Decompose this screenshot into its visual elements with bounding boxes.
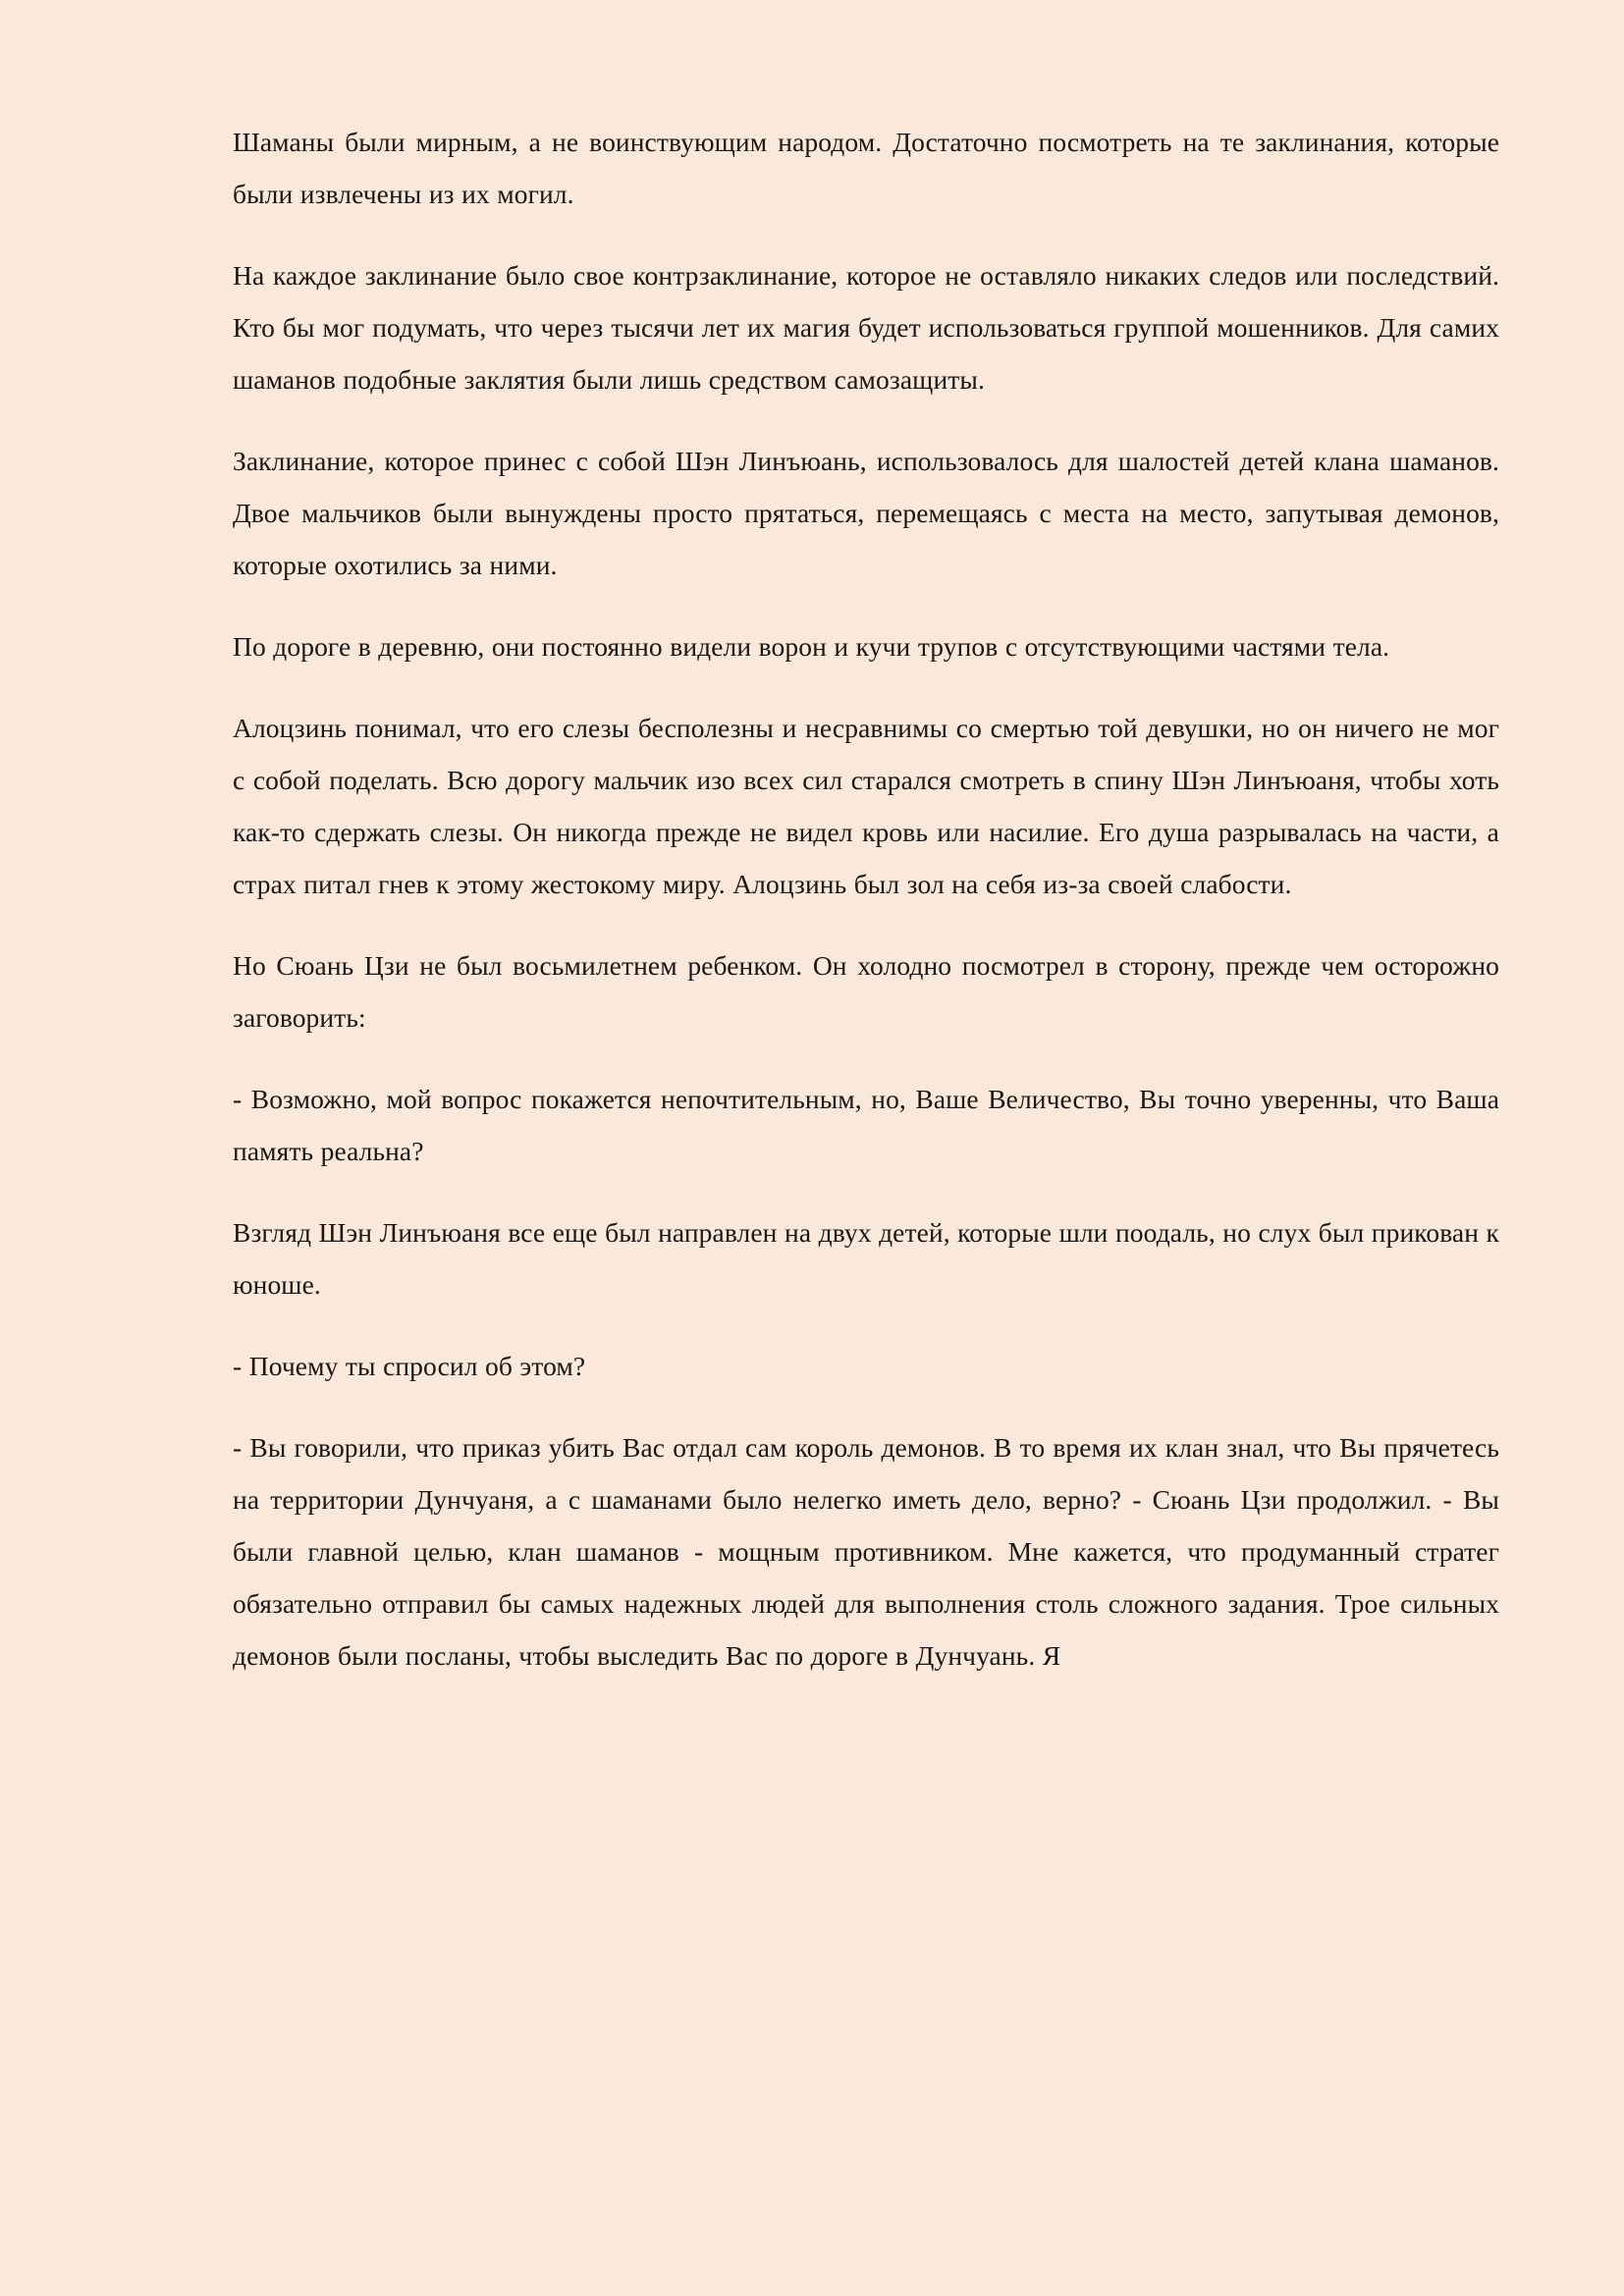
paragraph: Заклинание, которое принес с собой Шэн Линъюань, использовалось для шалостей детей клана шаманов. Двое мальчиков были вынуждены просто прятаться, перемещаясь с места на место, запутывая демонов, которые охотились за ними. [233, 446, 1499, 580]
paragraph: - Возможно, мой вопрос покажется непочтительным, но, Ваше Величество, Вы точно уверенны, что Ваша память реальна? [233, 1084, 1499, 1166]
paragraph: По дороге в деревню, они постоянно видели ворон и кучи трупов с отсутствующими частями тела. [233, 631, 1390, 662]
document-body [233, 116, 1499, 1682]
paragraph: Алоцзинь понимал, что его слезы бесполезны и несравнимы со смертью той девушки, но он ничего не мог с собой поделать. Всю дорогу мальчик изо всех сил старался смотреть в спину Шэн Линъюаня, чтобы хоть как-то сдержать слезы. Он никогда прежде не видел кровь или насилие. Его душа разрывалась на части, а страх питал гнев к этому жестокому миру. Алоцзинь был зол на себя из-за своей слабости. [233, 713, 1499, 899]
paragraph: Взгляд Шэн Линъюаня все еще был направлен на двух детей, которые шли поодаль, но слух был прикован к юноше. [233, 1217, 1499, 1300]
paragraph: Шаманы были мирным, а не воинствующим народом. Достаточно посмотреть на те заклинания, которые были извлечены из их могил. [233, 127, 1499, 209]
paragraph: На каждое заклинание было свое контрзаклинание, которое не оставляло никаких следов или последствий. Кто бы мог подумать, что через тысячи лет их магия будет использоваться группой мошенников. Для самих шаманов подобные заклятия были лишь средством самозащиты. [233, 260, 1499, 395]
paragraph: - Вы говорили, что приказ убить Вас отдал сам король демонов. В то время их клан знал, что Вы прячетесь на территории Дунчуаня, а с шаманами было нелегко иметь дело, верно? - Сюань Цзи продолжил. - Вы были главной целью, клан шаманов - мощным противником. Мне кажется, что продуманный стратег обязательно отправил бы самых надежных людей для выполнения столь сложного задания. Трое сильных демонов были посланы, чтобы выследить Вас по дороге в Дунчуань. Я [233, 1432, 1499, 1671]
paragraph: Но Сюань Цзи не был восьмилетнем ребенком. Он холодно посмотрел в сторону, прежде чем осторожно заговорить: [233, 950, 1499, 1033]
paragraph: - Почему ты спросил об этом? [233, 1351, 586, 1381]
